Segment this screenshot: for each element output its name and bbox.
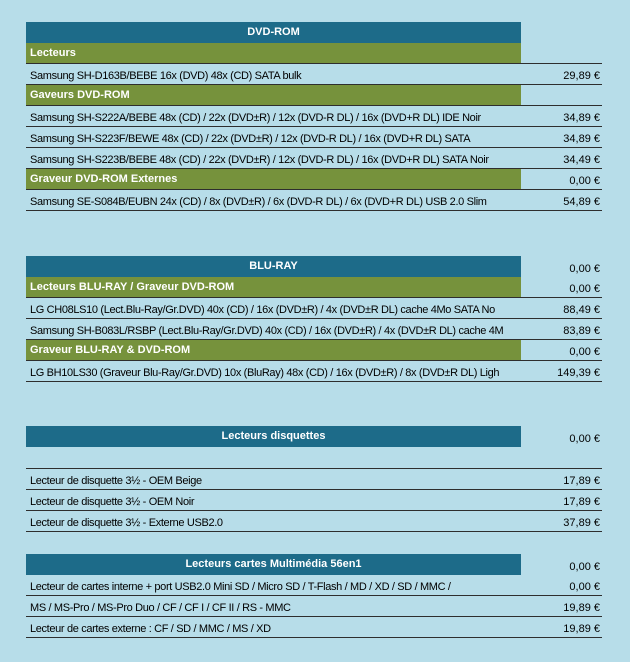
section-title: BLU-RAY <box>26 256 521 277</box>
group-header <box>26 277 602 298</box>
table-row[interactable] <box>26 148 602 169</box>
item-price: 29,89 € <box>563 70 600 82</box>
table-row[interactable] <box>26 575 602 596</box>
item-name: Lecteur de disquette 3½ - OEM Noir <box>30 496 195 508</box>
item-name: Lecteur de cartes interne + port USB2.0 Mini SD / Micro SD / T-Flash / MD / XD / SD / MMC / <box>30 581 451 593</box>
section-header <box>26 256 602 277</box>
group-label: Gaveurs DVD-ROM <box>26 85 521 105</box>
item-name: Lecteur de disquette 3½ - Externe USB2.0 <box>30 517 223 529</box>
item-price: 83,89 € <box>563 325 600 337</box>
item-name: MS / MS-Pro / MS-Pro Duo / CF / CF I / CF II / RS - MMC <box>30 602 291 614</box>
section-title: DVD-ROM <box>26 22 521 43</box>
section-title: Lecteurs disquettes <box>26 426 521 447</box>
group-label: Graveur BLU-RAY & DVD-ROM <box>26 340 521 360</box>
item-price: 37,89 € <box>563 517 600 529</box>
item-price: 34,89 € <box>563 112 600 124</box>
section-floppy <box>26 426 602 532</box>
section-blu-ray <box>26 256 602 382</box>
section-card-readers <box>26 554 602 638</box>
item-name: Samsung SH-S222A/BEBE 48x (CD) / 22x (DVD±R) / 12x (DVD-R DL) / 16x (DVD+R DL) IDE Noir <box>30 112 481 124</box>
item-price: 54,89 € <box>563 196 600 208</box>
item-price: 34,49 € <box>563 154 600 166</box>
section-title: Lecteurs cartes Multimédia 56en1 <box>26 554 521 575</box>
group-label: Lecteurs BLU-RAY / Graveur DVD-ROM <box>26 277 521 297</box>
item-name: Samsung SH-D163B/BEBE 16x (DVD) 48x (CD) SATA bulk <box>30 70 302 82</box>
item-price: 19,89 € <box>563 623 600 635</box>
table-row[interactable] <box>26 490 602 511</box>
table-row[interactable] <box>26 190 602 211</box>
group-header <box>26 340 602 361</box>
item-price: 0,00 € <box>569 581 600 593</box>
table-row[interactable] <box>26 127 602 148</box>
item-name: Samsung SE-S084B/EUBN 24x (CD) / 8x (DVD±R) / 6x (DVD-R DL) / 6x (DVD+R DL) USB 2.0 Slim <box>30 196 487 208</box>
section-header <box>26 426 602 447</box>
group-header <box>26 43 602 64</box>
table-row[interactable] <box>26 596 602 617</box>
item-price: 88,49 € <box>563 304 600 316</box>
item-name: Lecteur de disquette 3½ - OEM Beige <box>30 475 202 487</box>
item-name: Lecteur de cartes externe : CF / SD / MMC / MS / XD <box>30 623 271 635</box>
table-row[interactable] <box>26 106 602 127</box>
section-header <box>26 554 602 575</box>
table-row[interactable] <box>26 64 602 85</box>
item-price: 149,39 € <box>557 367 600 379</box>
group-header <box>26 85 602 106</box>
item-name: LG CH08LS10 (Lect.Blu-Ray/Gr.DVD) 40x (CD) / 16x (DVD±R) / 4x (DVD±R DL) cache 4Mo SATA No <box>30 304 495 316</box>
group-header <box>26 169 602 190</box>
item-price: 17,89 € <box>563 475 600 487</box>
section-title-price: 0,00 € <box>569 433 600 445</box>
item-name: Samsung SH-B083L/RSBP (Lect.Blu-Ray/Gr.DVD) 40x (CD) / 16x (DVD±R) / 4x (DVD±R DL) cache 4M <box>30 325 504 337</box>
group-price: 0,00 € <box>569 346 600 358</box>
item-name: Samsung SH-S223F/BEWE 48x (CD) / 22x (DVD±R) / 12x (DVD-R DL) / 16x (DVD+R DL) SATA <box>30 133 471 145</box>
table-row[interactable] <box>26 319 602 340</box>
group-price: 0,00 € <box>569 175 600 187</box>
section-title-price: 0,00 € <box>569 561 600 573</box>
table-row[interactable] <box>26 298 602 319</box>
spacer-row <box>26 447 602 469</box>
item-name: Samsung SH-S223B/BEBE 48x (CD) / 22x (DVD±R) / 12x (DVD-R DL) / 16x (DVD+R DL) SATA Noir <box>30 154 489 166</box>
table-row[interactable] <box>26 617 602 638</box>
group-label: Lecteurs <box>26 43 521 63</box>
section-header <box>26 22 602 43</box>
group-price: 0,00 € <box>569 283 600 295</box>
section-dvd-rom <box>26 22 602 211</box>
item-name: LG BH10LS30 (Graveur Blu-Ray/Gr.DVD) 10x (BluRay) 48x (CD) / 16x (DVD±R) / 8x (DVD±R DL) Ligh <box>30 367 500 379</box>
table-row[interactable] <box>26 511 602 532</box>
section-title-price: 0,00 € <box>569 263 600 275</box>
item-price: 19,89 € <box>563 602 600 614</box>
table-row[interactable] <box>26 361 602 382</box>
item-price: 17,89 € <box>563 496 600 508</box>
table-row[interactable] <box>26 469 602 490</box>
group-label: Graveur DVD-ROM Externes <box>26 169 521 189</box>
item-price: 34,89 € <box>563 133 600 145</box>
